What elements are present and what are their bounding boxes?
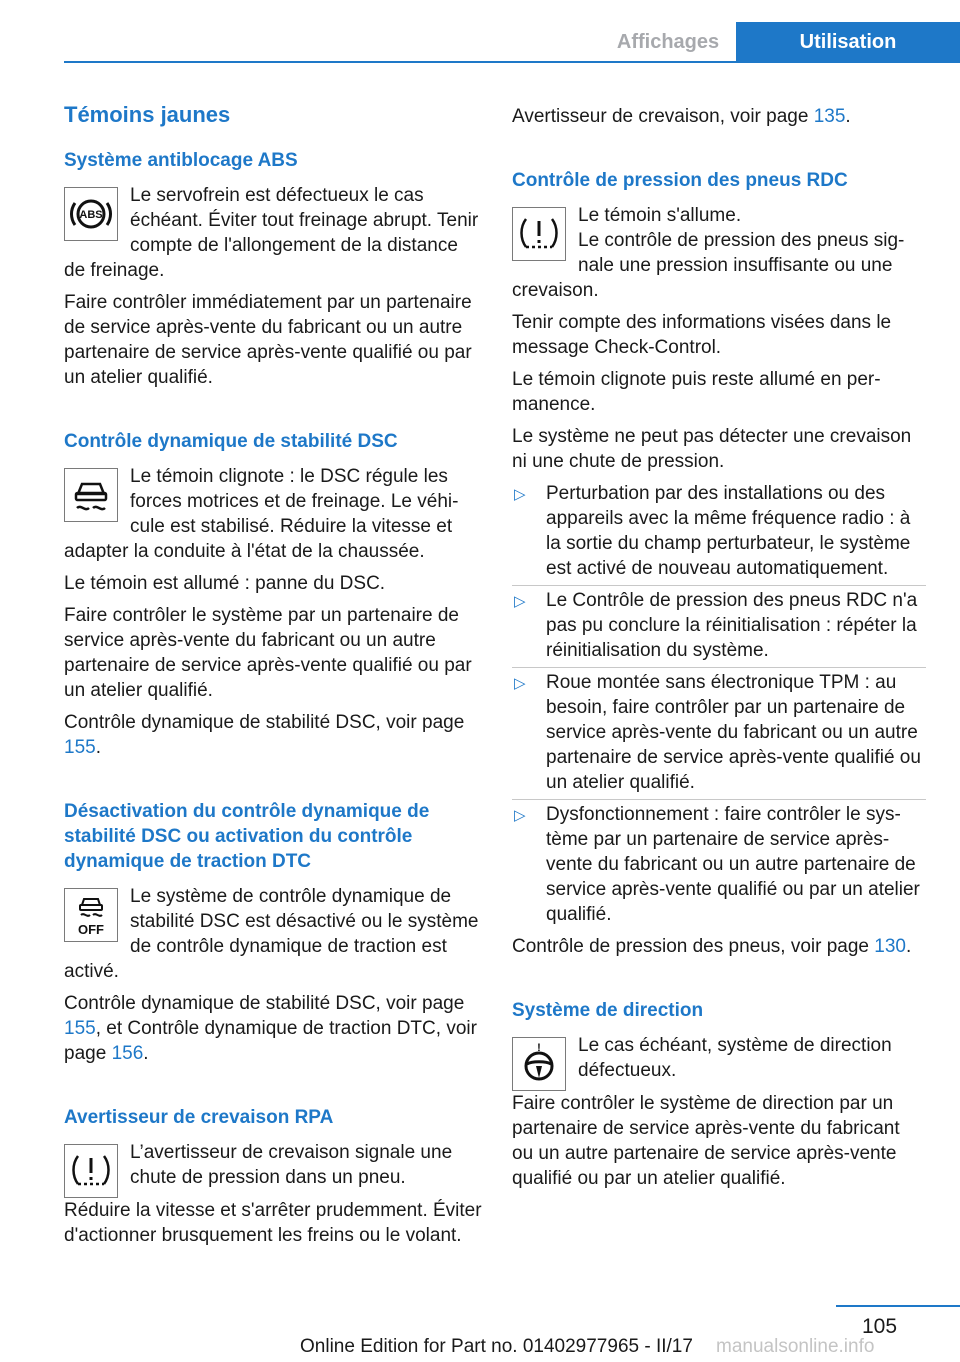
list-item	[512, 670, 926, 795]
rpa-reference	[512, 104, 926, 129]
bullet-text: Perturbation par des installations ou des appareils avec la même fréquence radio : à la sortie du champ perturbateur, le système est activé de nouveau automatiquement.	[546, 483, 911, 579]
rpa-heading: Avertisseur de crevaison RPA	[64, 1107, 334, 1128]
dsc-paragraph	[64, 464, 482, 564]
dsc-text-1: Le témoin clignote : le DSC régule les forces motrices et de freinage. Le véhicule est stabilisé. Réduire la vitesse et adapter la conduite à l'état de la chaussée.	[64, 466, 459, 562]
svg-text:!: !	[537, 1042, 541, 1054]
rdc-page-link[interactable]: 130	[874, 936, 906, 957]
steering-text-1: Le cas échéant, système de direction défectueux.	[578, 1035, 892, 1081]
dtc-paragraph	[64, 884, 482, 984]
abs-paragraph	[64, 183, 482, 283]
dsc-off-icon	[64, 888, 118, 942]
footer-edition: Online Edition for Part no. 01402977965 - II/17	[300, 1336, 693, 1357]
rdc-ref-text: Contrôle de pression des pneus, voir page	[512, 936, 870, 957]
dsc-text-3: Faire contrôler le système par un partenaire de service après-vente du fabricant ou un autre partenaire de service après-vente qualifié ou par un atelier qualifié.	[64, 605, 472, 701]
list-item	[512, 481, 926, 581]
triangle-bullet-icon: ▷	[514, 593, 526, 610]
rpa-ref-end: .	[845, 106, 851, 127]
page-number: 105	[862, 1315, 898, 1338]
bullet-text: Dysfonctionnement : faire contrôler le système par un partenaire de service après-vente du fabricant ou un autre partenaire de service après-vente qualifié ou par un atelier qualifié.	[546, 804, 920, 925]
rpa-text-1: L’avertisseur de crevaison signale une chute de pression dans un pneu.	[130, 1142, 453, 1188]
rdc-bullet-list	[512, 481, 926, 927]
dsc-heading: Contrôle dynamique de stabilité DSC	[64, 431, 398, 452]
tab-affichages[interactable]: Affichages	[616, 31, 720, 53]
watermark: manualsonline.info	[716, 1336, 875, 1357]
triangle-bullet-icon: ▷	[514, 486, 526, 503]
dtc-text-1: Le système de contrôle dynamique de stabilité DSC est désactivé ou le système de contrôle dynamique de traction est activé.	[64, 886, 479, 982]
rdc-heading: Contrôle de pression des pneus RDC	[512, 170, 848, 191]
abs-text-2: Faire contrôler immédiatement par un partenaire de service après-vente du fabricant ou un autre partenaire de service après-vente qualifié ou par un atelier qualifié.	[64, 292, 472, 388]
dsc-text-2: Le témoin est allumé : panne du DSC.	[64, 573, 386, 594]
tire-pressure-icon	[64, 1144, 118, 1198]
bullet-text: Le Contrôle de pression des pneus RDC n'a pas pu conclure la réinitialisation : répéter la réinitialisation du système.	[546, 590, 918, 661]
footer-rule	[836, 1305, 960, 1307]
dsc-ref-end: .	[95, 737, 101, 758]
rpa-ref-text: Avertisseur de crevaison, voir page	[512, 106, 809, 127]
rdc-text-3: Tenir compte des informations visées dans le message Check-Control.	[512, 312, 892, 358]
dtc-ref-text-b: , et Contrôle dynamique de traction DTC, voir page	[64, 1018, 477, 1064]
abs-warning-icon	[64, 187, 118, 241]
triangle-bullet-icon: ▷	[514, 675, 526, 692]
abs-text-1: Le servofrein est défectueux le cas échéant. Éviter tout freinage abrupt. Tenir compte de l'allongement de la distance de freinage.	[64, 185, 479, 281]
tab-utilisation[interactable]: Utilisation	[736, 22, 960, 62]
list-item	[512, 588, 926, 663]
tire-pressure-icon	[512, 207, 566, 261]
dtc-ref-text-a: Contrôle dynamique de stabilité DSC, voir page	[64, 993, 465, 1014]
abs-icon-text: ABS	[79, 209, 103, 221]
divider	[512, 585, 926, 586]
rdc-text-2: Le contrôle de pression des pneus signale une pression insuffisante ou une crevaison.	[512, 230, 905, 301]
triangle-bullet-icon: ▷	[514, 807, 526, 824]
bullet-text: Roue montée sans électronique TPM : au besoin, faire contrôler par un partenaire de service après-vente du fabricant ou un autre partenaire de service après-vente qualifié ou un atelier qualifié.	[546, 672, 921, 793]
divider	[512, 799, 926, 800]
rpa-paragraph	[64, 1140, 482, 1190]
dsc-text-4	[64, 710, 482, 760]
rdc-text-4: Le témoin clignote puis reste allumé en permanence.	[512, 369, 881, 415]
dsc-off-icon-text: OFF	[78, 922, 104, 937]
steering-heading: Système de direction	[512, 1000, 704, 1021]
dsc-skid-icon	[64, 468, 118, 522]
steering-paragraph	[512, 1033, 926, 1083]
dtc-heading: Désactivation du contrôle dynamique de stabilité DSC ou activation du contrôle dynamique de traction DTC	[64, 801, 430, 872]
dsc-page-link[interactable]: 155	[64, 737, 96, 758]
divider	[512, 667, 926, 668]
right-column	[512, 100, 926, 1198]
section-title: Témoins jaunes	[64, 102, 231, 127]
abs-heading: Système antiblocage ABS	[64, 150, 298, 171]
rpa-text-2: Réduire la vitesse et s'arrêter prudemment. Éviter d'actionner brusquement les freins ou le volant.	[64, 1200, 482, 1246]
header-rule	[64, 61, 960, 63]
rdc-reference	[512, 934, 926, 959]
dtc-ref-end: .	[143, 1043, 149, 1064]
steering-wheel-icon	[512, 1037, 566, 1091]
rpa-page-link[interactable]: 135	[813, 106, 846, 127]
page-header	[0, 22, 960, 62]
dtc-text-2	[64, 991, 482, 1066]
rdc-paragraph	[512, 203, 926, 303]
rdc-ref-end: .	[906, 936, 912, 957]
rdc-text-5: Le système ne peut pas détecter une crevaison ni une chute de pression.	[512, 426, 912, 472]
dsc-ref-text: Contrôle dynamique de stabilité DSC, voir page	[64, 712, 465, 733]
list-item	[512, 802, 926, 927]
dtc-page-link-1[interactable]: 155	[64, 1018, 96, 1039]
rdc-text-1: Le témoin s'allume.	[578, 205, 742, 226]
dtc-page-link-2[interactable]: 156	[111, 1043, 144, 1064]
left-column	[64, 100, 482, 1255]
steering-text-2: Faire contrôler le système de direction par un partenaire de service après-vente du fabricant ou un autre partenaire de service après-vente qualifié ou par un atelier qualifié.	[512, 1093, 900, 1189]
